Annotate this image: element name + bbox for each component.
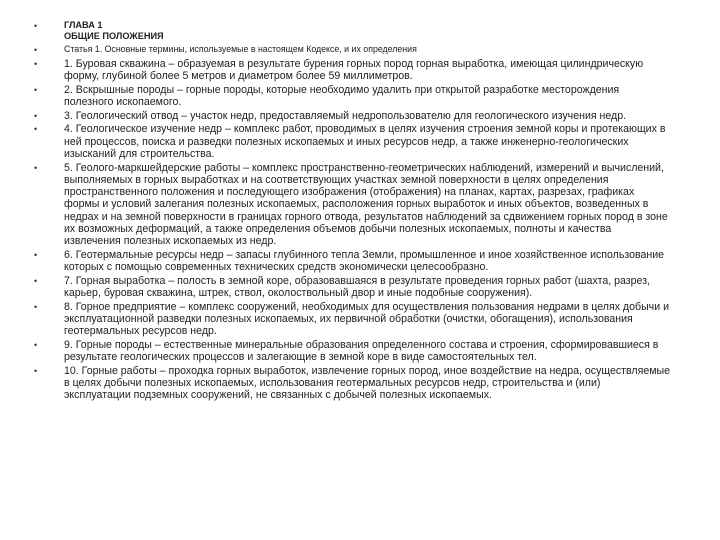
bullet-icon: • xyxy=(34,365,38,376)
bullet-icon: • xyxy=(34,124,38,135)
list-item xyxy=(0,84,720,109)
list-item xyxy=(0,162,720,248)
bullet-icon: • xyxy=(34,339,38,350)
bullet-icon: • xyxy=(34,45,38,55)
chapter-heading-item xyxy=(0,20,720,42)
definition-text: 5. Геолого-маркшейдерские работы – комплекс пространственно-геометрических наблюдений, измерений и вычислений, выполняемых в горных выработках и на соответствующих участках земной поверхности в целях определения пространственного положения и последующего изображения (отображения) на планах, картах, разрезах, графиках формы и условий залегания полезных ископаемых, расположения горных выработок и иных объектов, возведенных в недрах и на земной поверхности в границах горного отвода, результатов наблюдений за сдвижением горных пород в зоне их возможных деформаций, а также определения объемов добычи полезных ископаемых, полноты и качества извлечения полезных ископаемых из недр. xyxy=(64,161,668,248)
list-item xyxy=(0,58,720,83)
list-item xyxy=(0,339,720,364)
list-item xyxy=(0,110,720,122)
definition-text: 2. Вскрышные породы – горные породы, которые необходимо удалить при открытой разработке месторождения полезного ископаемого. xyxy=(64,83,620,109)
bullet-icon: • xyxy=(34,249,38,260)
list-item xyxy=(0,123,720,160)
bullet-icon: • xyxy=(34,162,38,173)
chapter-subtitle: ОБЩИЕ ПОЛОЖЕНИЯ xyxy=(64,31,164,41)
article-title: Статья 1. Основные термины, используемые в настоящем Кодексе, и их определения xyxy=(64,44,417,54)
bullet-icon: • xyxy=(34,59,38,69)
bullet-icon: • xyxy=(34,110,38,121)
definition-text: 4. Геологическое изучение недр – комплекс работ, проводимых в целях изучения строения земной коры и протекающих в ней процессов, поиска и разведки полезных ископаемых и иных ресурсов недр, а также инженерно-геологических изысканий для строительства. xyxy=(64,123,666,160)
definition-text: 10. Горные работы – проходка горных выработок, извлечение горных пород, иное воздействие на недра, осуществляемые в целях добычи полезных ископаемых, использования геотермальных ресурсов недр, строительства и (или) эксплуатации подземных сооружений, не связанных с добычей полезных ископаемых. xyxy=(64,364,671,402)
definition-text: 9. Горные породы – естественные минеральные образования определенного состава и строения, сформировавшиеся в результате геологических процессов и залегающие в земной коре в виде самостоятельных тел. xyxy=(64,338,659,364)
list-item xyxy=(0,365,720,402)
definition-text: 7. Горная выработка – полость в земной коре, образовавшаяся в результате проведения горных работ (шахта, разрез, карьер, буровая скважина, штрек, ствол, околоствольный двор и иные подобные сооружения). xyxy=(64,274,651,300)
list-item xyxy=(0,301,720,338)
bullet-icon: • xyxy=(34,275,38,286)
list-item xyxy=(0,275,720,300)
definitions-list xyxy=(0,20,720,403)
article-heading-item xyxy=(0,44,720,55)
bullet-icon: • xyxy=(34,21,38,31)
definition-text: 6. Геотермальные ресурсы недр – запасы глубинного тепла Земли, промышленное и иное хозяйственное использование которых с помощью современных технических средств экономически целесообразно. xyxy=(64,248,665,274)
definition-text: 1. Буровая скважина – образуемая в результате бурения горных пород горная выработка, имеющая цилиндрическую форму, глубиной более 5 метров и диаметром более 59 миллиметров. xyxy=(64,58,644,83)
chapter-title: ГЛАВА 1 xyxy=(64,20,103,30)
definition-text: 8. Горное предприятие – комплекс сооружений, необходимых для осуществления пользования недрами в целях добычи и эксплуатационной разведки полезных ископаемых, их первичной обработки (очистки, обогащения), использования геотермальных ресурсов недр. xyxy=(64,300,669,338)
list-item xyxy=(0,249,720,274)
bullet-icon: • xyxy=(34,301,38,312)
definition-text: 3. Геологический отвод – участок недр, предоставляемый недропользователю для геологического изучения недр. xyxy=(64,109,627,122)
bullet-icon: • xyxy=(34,84,38,95)
